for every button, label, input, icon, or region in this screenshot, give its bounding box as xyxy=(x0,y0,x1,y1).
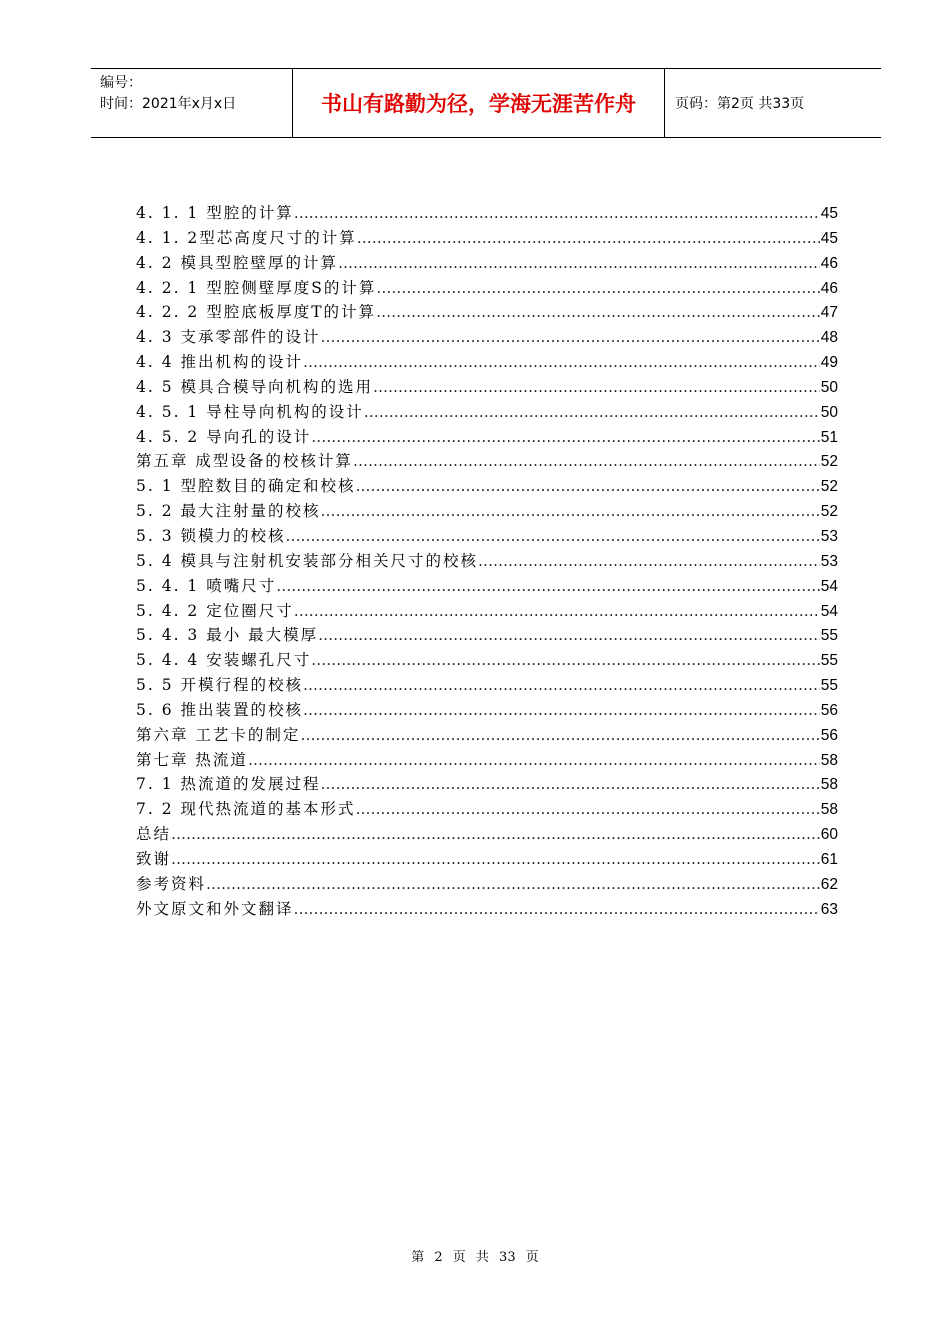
header-meta xyxy=(91,69,293,137)
toc-leader-dots xyxy=(171,847,820,872)
toc-entry-page: 49 xyxy=(820,354,838,372)
toc-entry[interactable] xyxy=(136,375,838,400)
toc-entry-page: 55 xyxy=(820,652,838,670)
toc-entry-page: 51 xyxy=(820,428,838,446)
toc-entry[interactable] xyxy=(136,822,838,847)
toc-entry-title: 参考资料 xyxy=(136,874,207,893)
toc-entry[interactable] xyxy=(136,897,838,922)
toc-entry[interactable] xyxy=(136,226,838,251)
toc-entry[interactable] xyxy=(136,797,838,822)
toc-entry-title: 4. 1. 1 型腔的计算 xyxy=(136,204,294,222)
toc-entry[interactable] xyxy=(136,698,838,723)
toc-leader-dots xyxy=(303,350,820,375)
toc-entry-title: 5. 6 推出装置的校核 xyxy=(136,700,304,719)
toc-leader-dots xyxy=(311,425,820,450)
toc-entry[interactable] xyxy=(136,400,838,425)
toc-entry-title: 4. 2 模具型腔壁厚的计算 xyxy=(136,253,339,272)
toc-leader-dots xyxy=(294,897,820,922)
toc-leader-dots xyxy=(376,300,820,325)
toc-entry[interactable] xyxy=(136,276,838,301)
toc-entry-title: 4. 5 模具合模导向机构的选用 xyxy=(136,377,374,396)
toc-entry[interactable] xyxy=(136,772,838,797)
toc-entry-title: 5. 4. 3 最小 最大模厚 xyxy=(136,626,319,645)
toc-leader-dots xyxy=(248,748,820,773)
toc-leader-dots xyxy=(356,797,820,822)
toc-entry[interactable] xyxy=(136,549,838,574)
toc-leader-dots xyxy=(294,201,820,226)
toc-entry-page: 48 xyxy=(820,329,838,347)
toc-entry-page: 53 xyxy=(820,527,838,545)
toc-entry[interactable] xyxy=(136,648,838,673)
page-header xyxy=(91,68,881,138)
toc-entry[interactable] xyxy=(136,449,838,474)
toc-entry-title: 4. 2. 2 型腔底板厚度T的计算 xyxy=(136,303,377,322)
toc-leader-dots xyxy=(276,574,820,599)
toc-entry-title: 7. 2 现代热流道的基本形式 xyxy=(136,800,356,819)
toc-leader-dots xyxy=(206,872,820,897)
number-label: 编号： xyxy=(100,75,142,91)
toc-leader-dots xyxy=(318,623,820,648)
toc-entry-page: 52 xyxy=(820,503,838,521)
toc-entry-title: 第六章 工艺卡的制定 xyxy=(136,725,301,744)
toc-entry-title: 5. 4. 4 安装螺孔尺寸 xyxy=(136,651,312,670)
toc-entry[interactable] xyxy=(136,425,838,450)
toc-leader-dots xyxy=(286,524,820,549)
toc-leader-dots xyxy=(321,499,820,524)
toc-entry-page: 62 xyxy=(820,875,838,893)
toc-entry-title: 总结 xyxy=(136,825,172,844)
toc-entry-title: 第五章 成型设备的校核计算 xyxy=(136,452,353,471)
toc-leader-dots xyxy=(376,276,819,301)
toc-entry-page: 61 xyxy=(820,850,838,868)
toc-entry-page: 46 xyxy=(820,279,838,297)
toc-entry-page: 54 xyxy=(820,577,838,595)
toc-entry-page: 50 xyxy=(820,378,838,396)
time-label: 时间：2021年x月x日 xyxy=(100,96,237,112)
toc-entry-title: 4. 5. 1 导柱导向机构的设计 xyxy=(136,402,364,421)
toc-entry-page: 52 xyxy=(820,478,838,496)
toc-entry-page: 45 xyxy=(820,205,838,222)
toc-entry-title: 7. 1 热流道的发展过程 xyxy=(136,775,321,794)
toc-entry[interactable] xyxy=(136,623,838,648)
toc-leader-dots xyxy=(478,549,820,574)
toc-entry-title: 5. 2 最大注射量的校核 xyxy=(136,502,321,521)
toc-entry-title: 5. 3 锁模力的校核 xyxy=(136,526,286,545)
toc-entry-title: 4. 1. 2型芯高度尺寸的计算 xyxy=(136,228,357,247)
toc-entry[interactable] xyxy=(136,723,838,748)
toc-leader-dots xyxy=(294,599,820,624)
toc-entry[interactable] xyxy=(136,474,838,499)
toc-leader-dots xyxy=(311,648,820,673)
toc-leader-dots xyxy=(171,822,820,847)
toc-entry-title: 4. 5. 2 导向孔的设计 xyxy=(136,427,312,446)
toc-entry-page: 55 xyxy=(820,677,838,695)
toc-entry-page: 47 xyxy=(820,304,838,322)
toc-entry-title: 4. 2. 1 型腔侧壁厚度S的计算 xyxy=(136,278,377,297)
toc-entry-title: 5. 5 开模行程的校核 xyxy=(136,676,304,695)
toc-leader-dots xyxy=(373,375,820,400)
header-page-info xyxy=(665,69,881,137)
toc-entry[interactable] xyxy=(136,350,838,375)
toc-entry-page: 52 xyxy=(820,453,838,471)
toc-leader-dots xyxy=(356,474,820,499)
toc-entry[interactable] xyxy=(136,524,838,549)
toc-entry-title: 外文原文和外文翻译 xyxy=(136,899,294,918)
toc-leader-dots xyxy=(303,698,820,723)
toc-entry-title: 第七章 热流道 xyxy=(136,750,248,769)
toc-entry[interactable] xyxy=(136,599,838,624)
toc-entry-page: 56 xyxy=(820,726,838,744)
header-motto: 书山有路勤为径，学海无涯苦作舟 xyxy=(293,69,665,137)
toc-entry-page: 56 xyxy=(820,701,838,719)
toc-leader-dots xyxy=(353,449,820,474)
toc-leader-dots xyxy=(357,226,820,251)
toc-entry-title: 4. 4 推出机构的设计 xyxy=(136,353,304,372)
toc-entry-title: 5. 4. 1 喷嘴尺寸 xyxy=(136,576,277,595)
toc-entry[interactable] xyxy=(136,847,838,872)
toc-entry[interactable] xyxy=(136,201,838,226)
toc-leader-dots xyxy=(321,772,820,797)
toc-entry[interactable] xyxy=(136,499,838,524)
toc-entry[interactable] xyxy=(136,325,838,350)
toc-entry-title: 4. 3 支承零部件的设计 xyxy=(136,328,321,347)
toc-entry-page: 46 xyxy=(820,254,838,272)
toc-leader-dots xyxy=(364,400,820,425)
toc-leader-dots xyxy=(321,325,820,350)
toc-entry-page: 45 xyxy=(820,229,838,247)
toc-entry-title: 5. 1 型腔数目的确定和校核 xyxy=(136,477,356,496)
toc-entry-page: 50 xyxy=(820,403,838,421)
toc-entry-title: 致谢 xyxy=(136,849,172,868)
toc-entry-page: 58 xyxy=(820,776,838,794)
toc-entry[interactable] xyxy=(136,872,838,897)
toc-leader-dots xyxy=(303,673,820,698)
toc-entry-page: 60 xyxy=(820,826,838,844)
toc-entry-page: 58 xyxy=(820,801,838,819)
toc-entry-title: 5. 4. 2 定位圈尺寸 xyxy=(136,601,294,620)
toc-entry-page: 55 xyxy=(820,627,838,645)
toc-entry-page: 53 xyxy=(820,552,838,570)
toc-entry[interactable] xyxy=(136,673,838,698)
toc-leader-dots xyxy=(338,251,820,276)
toc-entry-title: 5. 4 模具与注射机安装部分相关尺寸的校核 xyxy=(136,551,479,570)
toc-entry-page: 63 xyxy=(820,900,838,918)
toc-entry[interactable] xyxy=(136,574,838,599)
toc-entry[interactable] xyxy=(136,748,838,773)
toc-entry[interactable] xyxy=(136,251,838,276)
toc-entry-page: 58 xyxy=(820,751,838,769)
toc-entry-page: 54 xyxy=(820,602,838,620)
page-info: 页码：第2页 共33页 xyxy=(675,96,805,112)
table-of-contents xyxy=(136,201,838,921)
toc-leader-dots xyxy=(300,723,819,748)
toc-entry[interactable] xyxy=(136,300,838,325)
page-footer: 第 2 页 共 33 页 xyxy=(411,1250,539,1265)
